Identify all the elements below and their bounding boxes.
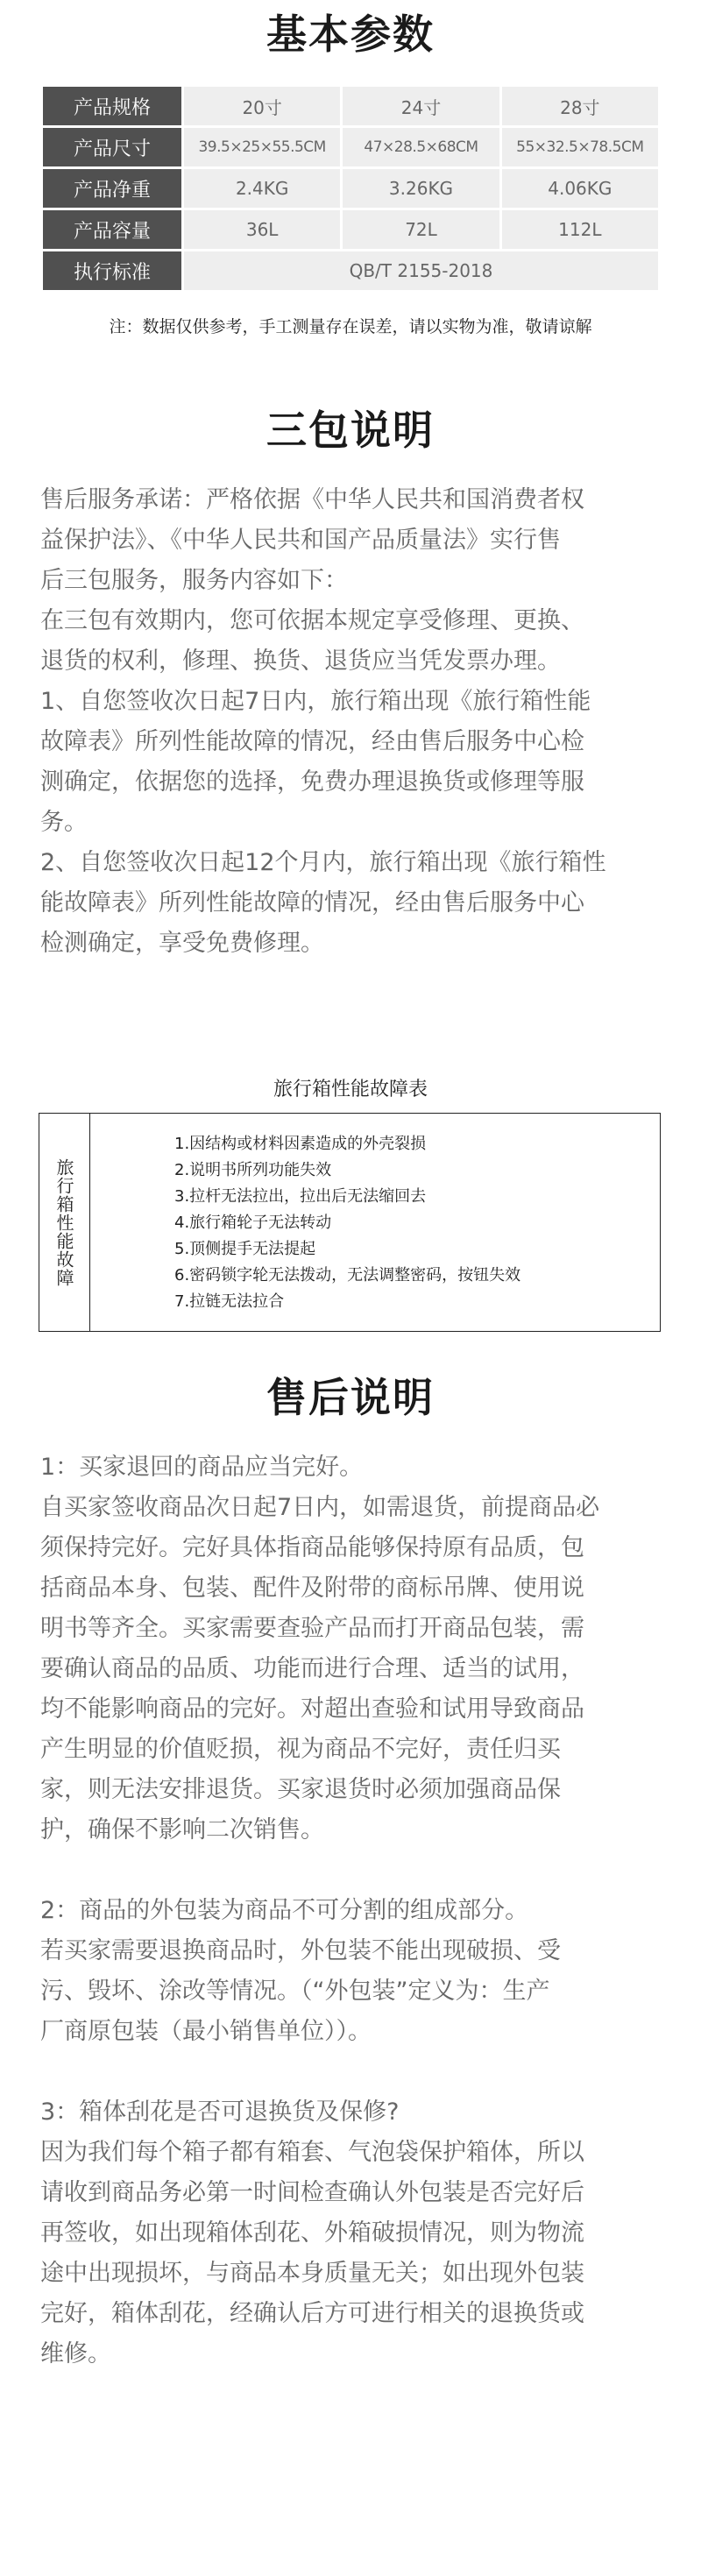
spec-row-standard xyxy=(43,251,658,290)
fault-item: 7.拉链无法拉合 xyxy=(174,1292,285,1311)
spec-cell: 2.4KG xyxy=(184,169,340,208)
spec-label: 产品尺寸 xyxy=(43,128,181,166)
after-sales-line: 产生明显的价值贬损，视为商品不完好，责任归买 xyxy=(40,1736,561,1763)
spec-cell: 28寸 xyxy=(502,87,658,125)
after-sales-line: 3：箱体刮花是否可退换货及保修? xyxy=(40,2098,400,2126)
after-sales-line: 完好，箱体刮花，经确认后方可进行相关的退换货或 xyxy=(40,2300,584,2327)
spec-row-size xyxy=(43,87,658,125)
after-sales-line: 因为我们每个箱子都有箱套、气泡袋保护箱体，所以 xyxy=(40,2139,584,2166)
spec-cell-merged: QB/T 2155-2018 xyxy=(184,251,658,290)
after-sales-line: 须保持完好。完好具体指商品能够保持原有品质，包 xyxy=(40,1534,584,1561)
spec-row-dimensions xyxy=(43,128,658,166)
warranty-line: 益保护法》、《中华人民共和国产品质量法》实行售 xyxy=(40,527,561,554)
fault-side-cell xyxy=(39,1114,90,1331)
spec-cell: 55×32.5×78.5CM xyxy=(502,128,658,166)
warranty-line: 检测确定，享受免费修理。 xyxy=(40,930,324,957)
warranty-title: 三包说明 xyxy=(266,407,435,454)
fault-item: 5.顶侧提手无法提起 xyxy=(174,1240,316,1258)
spec-label: 执行标准 xyxy=(43,251,181,290)
spec-cell: 20寸 xyxy=(184,87,340,125)
after-sales-line: 再签收，如出现箱体刮花、外箱破损情况，则为物流 xyxy=(40,2219,584,2247)
warranty-line: 测确定，依据您的选择，免费办理退换货或修理等服 xyxy=(40,768,584,796)
after-sales-title: 售后说明 xyxy=(266,1374,435,1421)
spec-table xyxy=(40,84,661,293)
spec-cell: 72L xyxy=(343,210,499,249)
warranty-line: 后三包服务，服务内容如下： xyxy=(40,567,348,594)
after-sales-line: 若买家需要退换商品时，外包装不能出现破损、受 xyxy=(40,1937,561,1964)
after-sales-line: 护，确保不影响二次销售。 xyxy=(40,1816,324,1844)
spec-label: 产品容量 xyxy=(43,210,181,249)
after-sales-section-3 xyxy=(40,2092,664,2374)
spec-cell: 3.26KG xyxy=(343,169,499,208)
after-sales-section-1 xyxy=(40,1447,664,1851)
after-sales-line: 途中出现损坏，与商品本身质量无关；如出现外包装 xyxy=(40,2260,584,2287)
spec-label: 产品净重 xyxy=(43,169,181,208)
spec-cell: 112L xyxy=(502,210,658,249)
params-title: 基本参数 xyxy=(266,11,435,58)
warranty-line: 在三包有效期内，您可依据本规定享受修理、更换、 xyxy=(40,607,584,634)
after-sales-section-2 xyxy=(40,1891,664,2052)
after-sales-line: 1：买家退回的商品应当完好。 xyxy=(40,1454,364,1481)
fault-item: 2.说明书所列功能失效 xyxy=(174,1161,332,1179)
spec-cell: 47×28.5×68CM xyxy=(343,128,499,166)
fault-table-caption: 旅行箱性能故障表 xyxy=(273,1079,428,1100)
spec-row-capacity xyxy=(43,210,658,249)
fault-side-label: 旅行箱性能故障 xyxy=(53,1157,74,1287)
after-sales-text xyxy=(40,1447,664,2374)
warranty-line: 2、自您签收次日起12个月内，旅行箱出现《旅行箱性 xyxy=(40,849,606,876)
after-sales-line: 维修。 xyxy=(40,2340,111,2367)
warranty-line: 1、自您签收次日起7日内，旅行箱出现《旅行箱性能 xyxy=(40,688,591,715)
fault-table xyxy=(39,1113,661,1332)
after-sales-line: 自买家签收商品次日起7日内，如需退货，前提商品必 xyxy=(40,1494,600,1521)
fault-item: 1.因结构或材料因素造成的外壳裂损 xyxy=(174,1135,427,1153)
spec-cell: 24寸 xyxy=(343,87,499,125)
after-sales-line: 厂商原包装（最小销售单位））。 xyxy=(40,2018,372,2045)
warranty-line: 退货的权利，修理、换货、退货应当凭发票办理。 xyxy=(40,648,561,675)
fault-item: 6.密码锁字轮无法拨动，无法调整密码，按钮失效 xyxy=(174,1266,521,1284)
spec-row-weight xyxy=(43,169,658,208)
after-sales-line: 明书等齐全。买家需要查验产品而打开商品包装，需 xyxy=(40,1615,584,1642)
spec-cell: 4.06KG xyxy=(502,169,658,208)
fault-item: 3.拉杆无法拉出，拉出后无法缩回去 xyxy=(174,1187,427,1206)
after-sales-line: 污、毁坏、涂改等情况。（“外包装”定义为：生产 xyxy=(40,1978,550,2005)
spec-note: 注：数据仅供参考，手工测量存在误差，请以实物为准，敬请谅解 xyxy=(109,317,592,336)
after-sales-line: 2：商品的外包装为商品不可分割的组成部分。 xyxy=(40,1897,529,1924)
warranty-line: 售后服务承诺：严格依据《中华人民共和国消费者权 xyxy=(40,486,584,513)
warranty-text xyxy=(40,480,664,964)
warranty-line: 能故障表》所列性能故障的情况，经由售后服务中心 xyxy=(40,889,584,916)
spec-cell: 39.5×25×55.5CM xyxy=(184,128,340,166)
after-sales-line: 家，则无法安排退货。买家退货时必须加强商品保 xyxy=(40,1776,561,1803)
after-sales-line: 请收到商品务必第一时间检查确认外包装是否完好后 xyxy=(40,2179,584,2206)
warranty-line: 务。 xyxy=(40,809,88,836)
after-sales-line: 要确认商品的品质、功能而进行合理、适当的试用， xyxy=(40,1655,584,1682)
after-sales-line: 括商品本身、包装、配件及附带的商标吊牌、使用说 xyxy=(40,1575,584,1602)
warranty-line: 故障表》所列性能故障的情况，经由售后服务中心检 xyxy=(40,728,584,755)
fault-item: 4.旅行箱轮子无法转动 xyxy=(174,1214,332,1232)
fault-list xyxy=(174,1131,520,1315)
after-sales-line: 均不能影响商品的完好。对超出查验和试用导致商品 xyxy=(40,1695,584,1723)
spec-label: 产品规格 xyxy=(43,87,181,125)
spec-cell: 36L xyxy=(184,210,340,249)
